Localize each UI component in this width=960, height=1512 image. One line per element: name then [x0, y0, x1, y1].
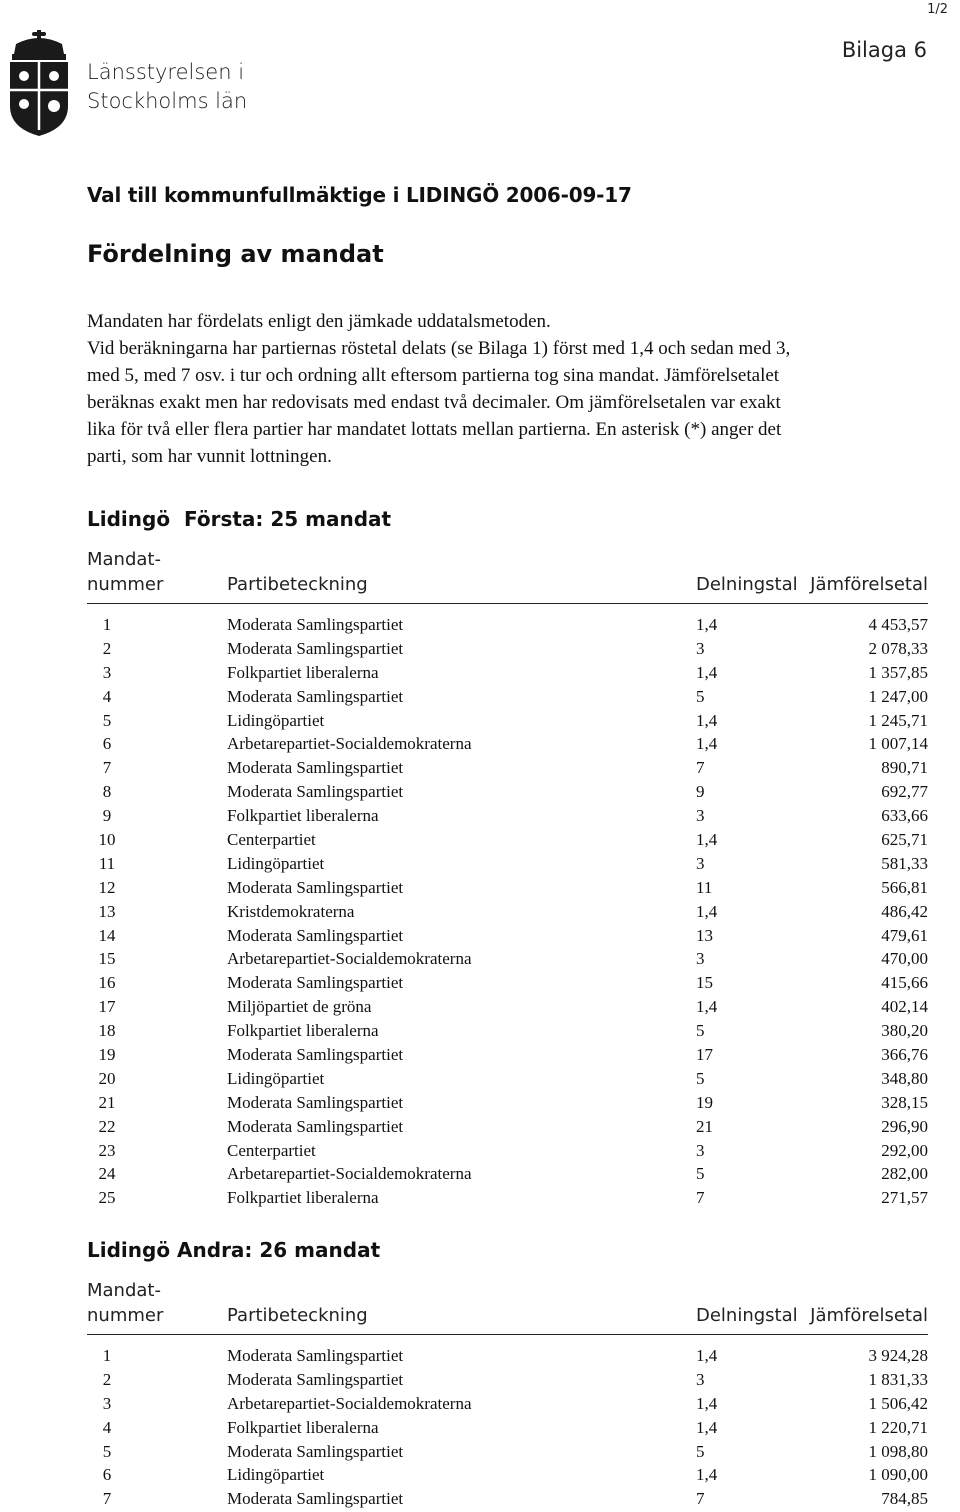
comparison-cell: 470,00	[881, 949, 928, 969]
comparison-cell: 296,90	[881, 1116, 928, 1136]
party-cell: Centerpartiet	[227, 830, 316, 850]
comparison-cell: 348,80	[881, 1068, 928, 1088]
divisor-cell: 11	[696, 877, 713, 897]
table-body	[87, 1335, 928, 1511]
divisor-cell: 1,4	[696, 901, 718, 921]
table-row	[87, 1416, 928, 1440]
table-row	[87, 804, 928, 828]
mandate-number-cell: 4	[102, 1417, 112, 1437]
divisor-cell: 5	[696, 1021, 705, 1041]
header-party: Partibeteckning	[227, 1305, 368, 1326]
divisor-cell: 1,4	[696, 734, 718, 754]
mandate-number-cell: 2	[102, 1369, 112, 1389]
coat-of-arms-logo	[2, 30, 76, 138]
mandate-number-cell: 1	[102, 615, 112, 634]
divisor-cell: 3	[696, 638, 705, 658]
divisor-cell: 13	[696, 925, 713, 945]
comparison-cell: 566,81	[881, 877, 928, 897]
mandate-number-cell: 7	[102, 758, 112, 778]
table-header	[87, 1272, 928, 1334]
table-title: Lidingö Första: 25 mandat	[87, 507, 392, 531]
table-row	[87, 1019, 928, 1043]
mandate-number-cell: 13	[98, 901, 116, 921]
table-row	[87, 852, 928, 876]
party-cell: Moderata Samlingspartiet	[227, 1346, 404, 1365]
agency-name-line1: Länsstyrelsen i	[87, 60, 245, 84]
mandate-number-cell: 22	[98, 1116, 116, 1136]
party-cell: Lidingöpartiet	[227, 1465, 325, 1485]
divisor-cell: 7	[696, 1489, 705, 1509]
party-cell: Lidingöpartiet	[227, 1068, 325, 1088]
comparison-cell: 784,85	[881, 1489, 928, 1509]
mandate-number-cell: 8	[102, 782, 112, 802]
mandate-number-cell: 5	[102, 710, 112, 730]
mandate-number-cell: 20	[98, 1068, 116, 1088]
divisor-cell: 5	[696, 1164, 705, 1184]
comparison-cell: 625,71	[881, 830, 928, 850]
table-row	[87, 1091, 928, 1115]
table-row	[87, 1487, 928, 1511]
mandate-number-cell: 25	[98, 1188, 116, 1208]
comparison-cell: 292,00	[881, 1140, 928, 1160]
party-cell: Moderata Samlingspartiet	[227, 925, 404, 945]
divisor-cell: 1,4	[696, 710, 718, 730]
divisor-cell: 3	[696, 1140, 705, 1160]
header-mandate-number-line2: nummer	[87, 574, 164, 595]
mandate-number-cell: 1	[102, 1346, 112, 1365]
mandate-number-cell: 19	[98, 1045, 116, 1065]
table-row	[87, 637, 928, 661]
document-title: Val till kommunfullmäktige i LIDINGÖ 2006-09-17	[87, 183, 632, 207]
comparison-cell: 581,33	[881, 853, 928, 873]
mandate-number-cell: 2	[102, 638, 112, 658]
party-cell: Folkpartiet liberalerna	[227, 662, 379, 682]
header-divisor: Delningstal	[696, 574, 798, 595]
mandate-table-forsta	[87, 507, 928, 1210]
table-row	[87, 1139, 928, 1163]
party-cell: Moderata Samlingspartiet	[227, 973, 404, 993]
party-cell: Moderata Samlingspartiet	[227, 782, 404, 802]
table-row	[87, 732, 928, 756]
divisor-cell: 15	[696, 973, 713, 993]
comparison-cell: 1 506,42	[868, 1393, 928, 1413]
mandate-number-cell: 17	[98, 997, 116, 1017]
table-row	[87, 1463, 928, 1487]
mandate-number-cell: 4	[102, 686, 112, 706]
party-cell: Arbetarepartiet-Socialdemokraterna	[227, 734, 472, 754]
divisor-cell: 21	[696, 1116, 713, 1136]
intro-line: beräknas exakt men har redovisats med endast två decimaler. Om jämförelsetalen var exakt	[87, 392, 781, 413]
divisor-cell: 3	[696, 949, 705, 969]
party-cell: Arbetarepartiet-Socialdemokraterna	[227, 1164, 472, 1184]
comparison-cell: 1 357,85	[868, 662, 928, 682]
comparison-cell: 1 831,33	[868, 1369, 928, 1389]
table-row	[87, 1368, 928, 1392]
party-cell: Lidingöpartiet	[227, 853, 325, 873]
comparison-cell: 1 220,71	[868, 1417, 928, 1437]
comparison-cell: 486,42	[881, 901, 928, 921]
table-body	[87, 604, 928, 1210]
divisor-cell: 1,4	[696, 615, 718, 634]
comparison-cell: 1 245,71	[868, 710, 928, 730]
divisor-cell: 3	[696, 853, 705, 873]
party-cell: Moderata Samlingspartiet	[227, 1092, 404, 1112]
divisor-cell: 1,4	[696, 662, 718, 682]
intro-line: Mandaten har fördelats enligt den jämkade uddatalsmetoden.	[87, 311, 551, 332]
header-mandate-number-line1: Mandat-	[87, 1280, 161, 1301]
mandate-number-cell: 5	[102, 1441, 112, 1461]
table-row	[87, 995, 928, 1019]
mandate-number-cell: 21	[98, 1092, 116, 1112]
party-cell: Kristdemokraterna	[227, 901, 355, 921]
mandate-number-cell: 24	[98, 1164, 116, 1184]
mandate-number-cell: 3	[102, 1393, 112, 1413]
comparison-cell: 366,76	[881, 1045, 928, 1065]
table-row	[87, 828, 928, 852]
party-cell: Moderata Samlingspartiet	[227, 1116, 404, 1136]
appendix-label: Bilaga 6	[841, 38, 927, 62]
divisor-cell: 5	[696, 1068, 705, 1088]
header-mandate-number-line2: nummer	[87, 1305, 164, 1326]
comparison-cell: 692,77	[881, 782, 928, 802]
intro-line: Vid beräkningarna har partiernas röstetal delats (se Bilaga 1) först med 1,4 och sedan med 3,	[87, 338, 791, 359]
table-row	[87, 756, 928, 780]
mandate-number-cell: 3	[102, 662, 112, 682]
comparison-cell: 1 098,80	[868, 1441, 928, 1461]
section-title: Fördelning av mandat	[87, 240, 384, 268]
divisor-cell: 1,4	[696, 1465, 718, 1485]
comparison-cell: 1 247,00	[868, 686, 928, 706]
party-cell: Moderata Samlingspartiet	[227, 758, 404, 778]
intro-line: med 5, med 7 osv. i tur och ordning allt eftersom partierna tog sina mandat. Jämförelsetalet	[87, 365, 780, 386]
header-party: Partibeteckning	[227, 574, 368, 595]
intro-line: parti, som har vunnit lottningen.	[87, 446, 332, 467]
party-cell: Miljöpartiet de gröna	[227, 997, 372, 1017]
intro-line: lika för två eller flera partier har mandatet lottats mellan partierna. En asterisk (*) anger det	[87, 419, 782, 440]
table-row	[87, 661, 928, 685]
mandate-number-cell: 16	[98, 973, 116, 993]
header-divisor: Delningstal	[696, 1305, 798, 1326]
table-row	[87, 780, 928, 804]
party-cell: Moderata Samlingspartiet	[227, 1489, 404, 1509]
divisor-cell: 1,4	[696, 997, 718, 1017]
divisor-cell: 17	[696, 1045, 713, 1065]
table-title: Lidingö Andra: 26 mandat	[87, 1238, 381, 1262]
mandate-number-cell: 6	[102, 734, 112, 754]
table-row	[87, 1186, 928, 1210]
mandate-number-cell: 6	[102, 1465, 112, 1485]
party-cell: Moderata Samlingspartiet	[227, 638, 404, 658]
party-cell: Moderata Samlingspartiet	[227, 1045, 404, 1065]
mandate-number-cell: 10	[98, 830, 116, 850]
header-comparison: Jämförelsetal	[810, 1305, 928, 1326]
party-cell: Centerpartiet	[227, 1140, 316, 1160]
party-cell: Arbetarepartiet-Socialdemokraterna	[227, 1393, 472, 1413]
party-cell: Moderata Samlingspartiet	[227, 877, 404, 897]
mandate-number-cell: 23	[98, 1140, 116, 1160]
comparison-cell: 633,66	[881, 806, 928, 826]
divisor-cell: 9	[696, 782, 705, 802]
comparison-cell: 271,57	[881, 1188, 928, 1208]
header-mandate-number-line1: Mandat-	[87, 549, 161, 570]
mandate-number-cell: 7	[102, 1489, 112, 1509]
comparison-cell: 380,20	[881, 1021, 928, 1041]
table-row	[87, 709, 928, 733]
comparison-cell: 3 924,28	[868, 1346, 928, 1365]
party-cell: Folkpartiet liberalerna	[227, 1021, 379, 1041]
table-row	[87, 613, 928, 637]
party-cell: Moderata Samlingspartiet	[227, 615, 404, 634]
table-row	[87, 1392, 928, 1416]
table-row	[87, 900, 928, 924]
party-cell: Folkpartiet liberalerna	[227, 806, 379, 826]
comparison-cell: 282,00	[881, 1164, 928, 1184]
party-cell: Moderata Samlingspartiet	[227, 1441, 404, 1461]
table-header	[87, 541, 928, 603]
divisor-cell: 5	[696, 686, 705, 706]
table-row	[87, 1115, 928, 1139]
table-row	[87, 1344, 928, 1368]
divisor-cell: 1,4	[696, 1346, 718, 1365]
agency-name-line2: Stockholms län	[87, 89, 248, 113]
comparison-cell: 2 078,33	[868, 638, 928, 658]
mandate-table-andra	[87, 1238, 928, 1511]
mandate-number-cell: 18	[98, 1021, 116, 1041]
table-row	[87, 947, 928, 971]
agency-name	[87, 58, 247, 116]
mandate-number-cell: 15	[98, 949, 116, 969]
party-cell: Folkpartiet liberalerna	[227, 1188, 379, 1208]
mandate-number-cell: 11	[98, 853, 116, 873]
table-row	[87, 685, 928, 709]
party-cell: Lidingöpartiet	[227, 710, 325, 730]
table-row	[87, 1440, 928, 1464]
divisor-cell: 19	[696, 1092, 713, 1112]
mandate-number-cell: 12	[98, 877, 116, 897]
party-cell: Arbetarepartiet-Socialdemokraterna	[227, 949, 472, 969]
table-row	[87, 971, 928, 995]
divisor-cell: 3	[696, 806, 705, 826]
party-cell: Folkpartiet liberalerna	[227, 1417, 379, 1437]
header-comparison: Jämförelsetal	[810, 574, 928, 595]
party-cell: Moderata Samlingspartiet	[227, 1369, 404, 1389]
intro-paragraph	[87, 308, 937, 470]
comparison-cell: 479,61	[881, 925, 928, 945]
table-row	[87, 924, 928, 948]
comparison-cell: 402,14	[881, 997, 928, 1017]
divisor-cell: 7	[696, 758, 705, 778]
mandate-number-cell: 9	[102, 806, 112, 826]
comparison-cell: 1 090,00	[868, 1465, 928, 1485]
comparison-cell: 328,15	[881, 1092, 928, 1112]
divisor-cell: 1,4	[696, 830, 718, 850]
comparison-cell: 4 453,57	[868, 615, 928, 634]
party-cell: Moderata Samlingspartiet	[227, 686, 404, 706]
comparison-cell: 1 007,14	[868, 734, 928, 754]
table-row	[87, 1043, 928, 1067]
divisor-cell: 1,4	[696, 1417, 718, 1437]
divisor-cell: 1,4	[696, 1393, 718, 1413]
comparison-cell: 890,71	[881, 758, 928, 778]
comparison-cell: 415,66	[881, 973, 928, 993]
divisor-cell: 7	[696, 1188, 705, 1208]
page-number: 1/2	[927, 2, 948, 17]
table-row	[87, 876, 928, 900]
divisor-cell: 5	[696, 1441, 705, 1461]
mandate-number-cell: 14	[98, 925, 116, 945]
divisor-cell: 3	[696, 1369, 705, 1389]
table-row	[87, 1067, 928, 1091]
table-row	[87, 1162, 928, 1186]
